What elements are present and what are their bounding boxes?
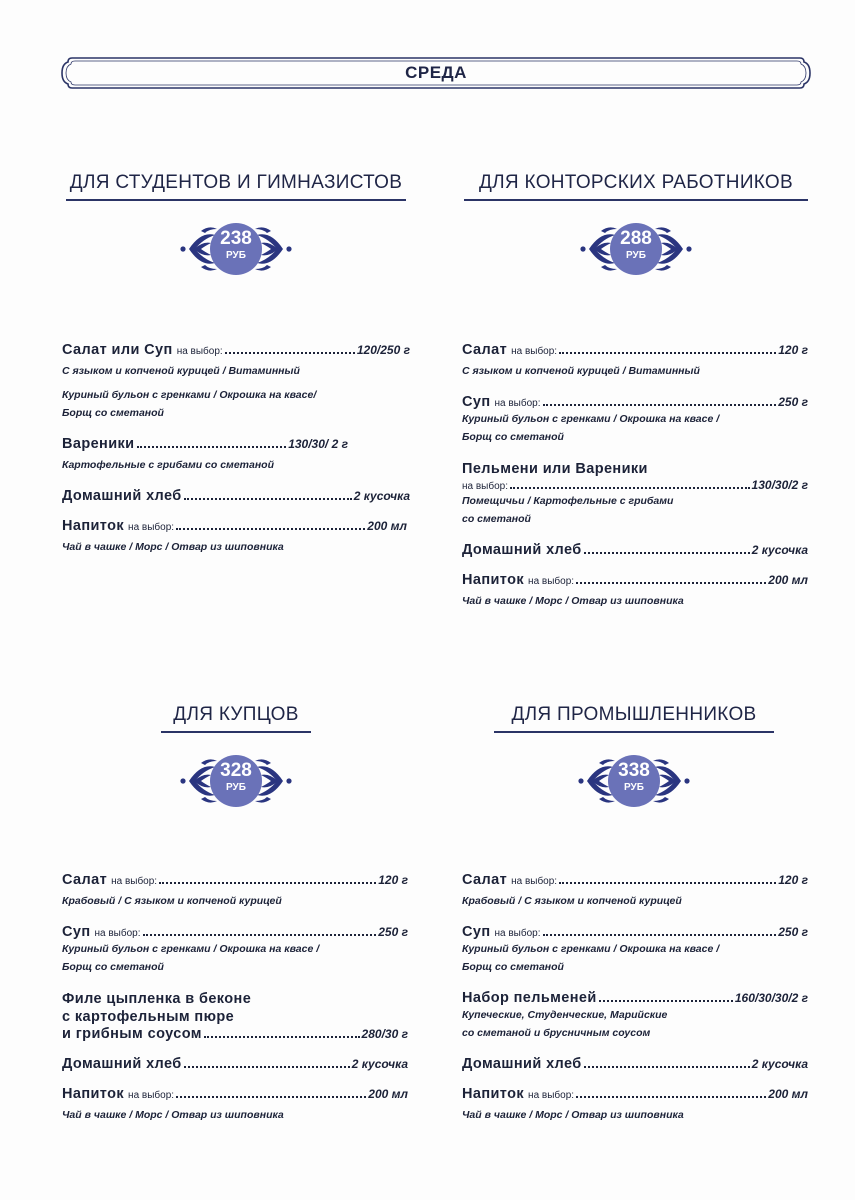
item-portion: 2 кусочка [353, 489, 410, 503]
item-portion: 130/30/2 г [751, 478, 808, 492]
menu-item-drink [462, 572, 808, 610]
day-title: СРЕДА [405, 63, 467, 82]
menu-items-industrialists [462, 872, 808, 1138]
menu-item-drink [62, 1086, 408, 1124]
item-desc-line: Картофельные с грибами со сметаной [62, 459, 274, 471]
item-portion: 160/30/30/2 г [734, 991, 808, 1005]
item-name: Филе цыпленка в беконе [62, 991, 252, 1007]
price-currency: РУБ [226, 250, 246, 261]
item-option: на выбор: [494, 398, 541, 409]
dot-leader [204, 1036, 360, 1038]
item-portion: 200 мл [768, 573, 808, 587]
section-title: ДЛЯ ПРОМЫШЛЕННИКОВ [511, 704, 757, 725]
item-portion: 280/30 г [361, 1027, 408, 1041]
menu-item-chicken-fillet [62, 990, 408, 1042]
price-currency: РУБ [624, 782, 644, 793]
item-option: на выбор: [128, 1090, 175, 1101]
item-option: на выбор: [511, 876, 558, 887]
menu-item-salad [62, 872, 408, 910]
item-name: Салат [62, 872, 108, 888]
dot-leader [137, 446, 287, 448]
dot-leader [584, 552, 750, 554]
section-title: ДЛЯ КОНТОРСКИХ РАБОТНИКОВ [479, 172, 793, 193]
item-desc-line: со сметаной и брусничным соусом [462, 1027, 651, 1039]
item-description [62, 362, 410, 422]
price-badge [161, 219, 311, 279]
dot-leader [225, 352, 355, 354]
menu-item-soup [462, 394, 808, 446]
dot-leader [559, 882, 776, 884]
dot-leader [599, 1000, 733, 1002]
menu-section-merchants [56, 704, 416, 811]
menu-item-bread [462, 542, 808, 558]
item-name: Напиток [462, 1086, 525, 1102]
item-option: на выбор: [111, 876, 158, 887]
item-option: на выбор: [494, 928, 541, 939]
item-description [462, 492, 808, 528]
section-title: ДЛЯ СТУДЕНТОВ И ГИМНАЗИСТОВ [69, 172, 403, 193]
item-name: Салат [462, 872, 508, 888]
menu-item-drink [62, 518, 410, 556]
price-badge [559, 751, 709, 811]
item-name: Салат или Суп [62, 342, 173, 358]
item-desc-line: со сметаной [462, 513, 531, 525]
item-name: Напиток [62, 1086, 125, 1102]
item-name: Домашний хлеб [462, 542, 582, 558]
item-desc-line: Купеческие, Студенческие, Марийские [462, 1009, 668, 1021]
item-name: Домашний хлеб [62, 488, 182, 504]
section-title: ДЛЯ КУПЦОВ [173, 704, 299, 725]
menu-item-drink [462, 1086, 808, 1124]
item-portion: 2 кусочка [751, 543, 808, 557]
menu-items-office [462, 342, 808, 624]
item-name: Домашний хлеб [462, 1056, 582, 1072]
item-desc-line: Борщ со сметаной [462, 431, 564, 443]
item-desc-line: Чай в чашке / Морс / Отвар из шиповника [62, 541, 284, 553]
item-description [462, 892, 808, 910]
menu-item-bread [62, 1056, 408, 1072]
item-portion: 130/30/ 2 г [288, 437, 348, 451]
dot-leader [559, 352, 776, 354]
item-name: Напиток [62, 518, 125, 534]
dot-leader [184, 498, 352, 500]
item-description [62, 892, 408, 910]
item-description [62, 456, 410, 474]
item-desc-line: Борщ со сметаной [62, 407, 164, 419]
item-desc-line: Помещичьи / Картофельные с грибами [462, 495, 674, 507]
item-description [462, 362, 808, 380]
item-option: на выбор: [94, 928, 141, 939]
menu-item-soup [62, 924, 408, 976]
section-underline [494, 731, 774, 733]
item-option: на выбор: [528, 576, 575, 587]
menu-items-students [62, 342, 410, 570]
price-currency: РУБ [226, 782, 246, 793]
dot-leader [576, 582, 766, 584]
price-value: 328 [220, 760, 252, 781]
price-badge [161, 751, 311, 811]
dot-leader [576, 1096, 766, 1098]
menu-item-pelmeni-vareniki [462, 460, 808, 528]
item-desc-line: Борщ со сметаной [62, 961, 164, 973]
item-desc-line: Куриный бульон с гренками / Окрошка на квасе / [462, 943, 720, 955]
menu-section-industrialists [454, 704, 814, 811]
item-description [462, 940, 808, 976]
item-description [62, 1106, 408, 1124]
item-name: Салат [462, 342, 508, 358]
item-desc-line: Чай в чашке / Морс / Отвар из шиповника [62, 1109, 284, 1121]
item-name: Пельмени или Вареники [462, 461, 648, 477]
item-description [462, 1006, 808, 1042]
price-value: 338 [618, 760, 650, 781]
dot-leader [510, 487, 750, 489]
dot-leader [143, 934, 377, 936]
item-portion: 120 г [778, 343, 808, 357]
item-portion: 120/250 г [356, 343, 410, 357]
dot-leader [159, 882, 376, 884]
menu-item-salad [462, 872, 808, 910]
item-name: Домашний хлеб [62, 1056, 182, 1072]
dot-leader [176, 1096, 366, 1098]
menu-item-soup [462, 924, 808, 976]
item-name: Вареники [62, 436, 135, 452]
price-currency: РУБ [626, 250, 646, 261]
item-desc-line: Куриный бульон с гренками / Окрошка на квасе / [462, 413, 720, 425]
menu-item-salad-soup [62, 342, 410, 422]
price-value: 238 [220, 228, 252, 249]
menu-section-office [456, 172, 816, 279]
dot-leader [543, 934, 777, 936]
item-name-line2: с картофельным пюре [62, 1009, 235, 1025]
item-portion: 2 кусочка [351, 1057, 408, 1071]
menu-item-bread [462, 1056, 808, 1072]
item-option: на выбор: [176, 346, 223, 357]
item-description [62, 940, 408, 976]
price-value: 288 [620, 228, 652, 249]
item-desc-line: Крабовый / С языком и копченой курицей [62, 895, 282, 907]
item-portion: 200 мл [367, 519, 407, 533]
dot-leader [543, 404, 777, 406]
item-name: Суп [462, 394, 491, 410]
item-portion: 120 г [778, 873, 808, 887]
section-underline [464, 199, 808, 201]
item-portion: 250 г [378, 925, 408, 939]
item-desc-line: С языком и копченой курицей / Витаминный [462, 365, 700, 377]
item-name: Набор пельменей [462, 990, 597, 1006]
item-name: Суп [62, 924, 91, 940]
item-portion: 250 г [778, 395, 808, 409]
item-description [462, 1106, 808, 1124]
section-underline [161, 731, 311, 733]
item-name: Суп [462, 924, 491, 940]
item-description [462, 592, 808, 610]
item-portion: 2 кусочка [751, 1057, 808, 1071]
dot-leader [176, 528, 365, 530]
item-name-line3: и грибным соусом [62, 1026, 202, 1042]
item-name: Напиток [462, 572, 525, 588]
menu-item-pelmeni-set [462, 990, 808, 1042]
menu-item-salad [462, 342, 808, 380]
dot-leader [184, 1066, 350, 1068]
item-desc-line: Чай в чашке / Морс / Отвар из шиповника [462, 595, 684, 607]
dot-leader [584, 1066, 750, 1068]
item-desc-line: С языком и копченой курицей / Витаминный [62, 365, 300, 377]
item-description [462, 410, 808, 446]
item-desc-line: Куриный бульон с гренками / Окрошка на квасе / [62, 943, 320, 955]
item-option: на выбор: [462, 481, 508, 492]
menu-items-merchants [62, 872, 408, 1138]
item-option: на выбор: [511, 346, 558, 357]
item-desc-line: Чай в чашке / Морс / Отвар из шиповника [462, 1109, 684, 1121]
item-portion: 120 г [378, 873, 408, 887]
day-banner [60, 56, 812, 90]
item-option: на выбор: [528, 1090, 575, 1101]
item-desc-line: Борщ со сметаной [462, 961, 564, 973]
item-description [62, 538, 410, 556]
item-desc-line: Крабовый / С языком и копченой курицей [462, 895, 682, 907]
item-portion: 200 мл [768, 1087, 808, 1101]
section-underline [66, 199, 406, 201]
item-desc-line: Куриный бульон с гренками / Окрошка на квасе/ [62, 389, 317, 401]
price-badge [561, 219, 711, 279]
menu-item-bread [62, 488, 410, 504]
item-option: на выбор: [128, 522, 175, 533]
menu-section-students [56, 172, 416, 279]
item-portion: 250 г [778, 925, 808, 939]
item-portion: 200 мл [368, 1087, 408, 1101]
menu-item-vareniki [62, 436, 410, 474]
